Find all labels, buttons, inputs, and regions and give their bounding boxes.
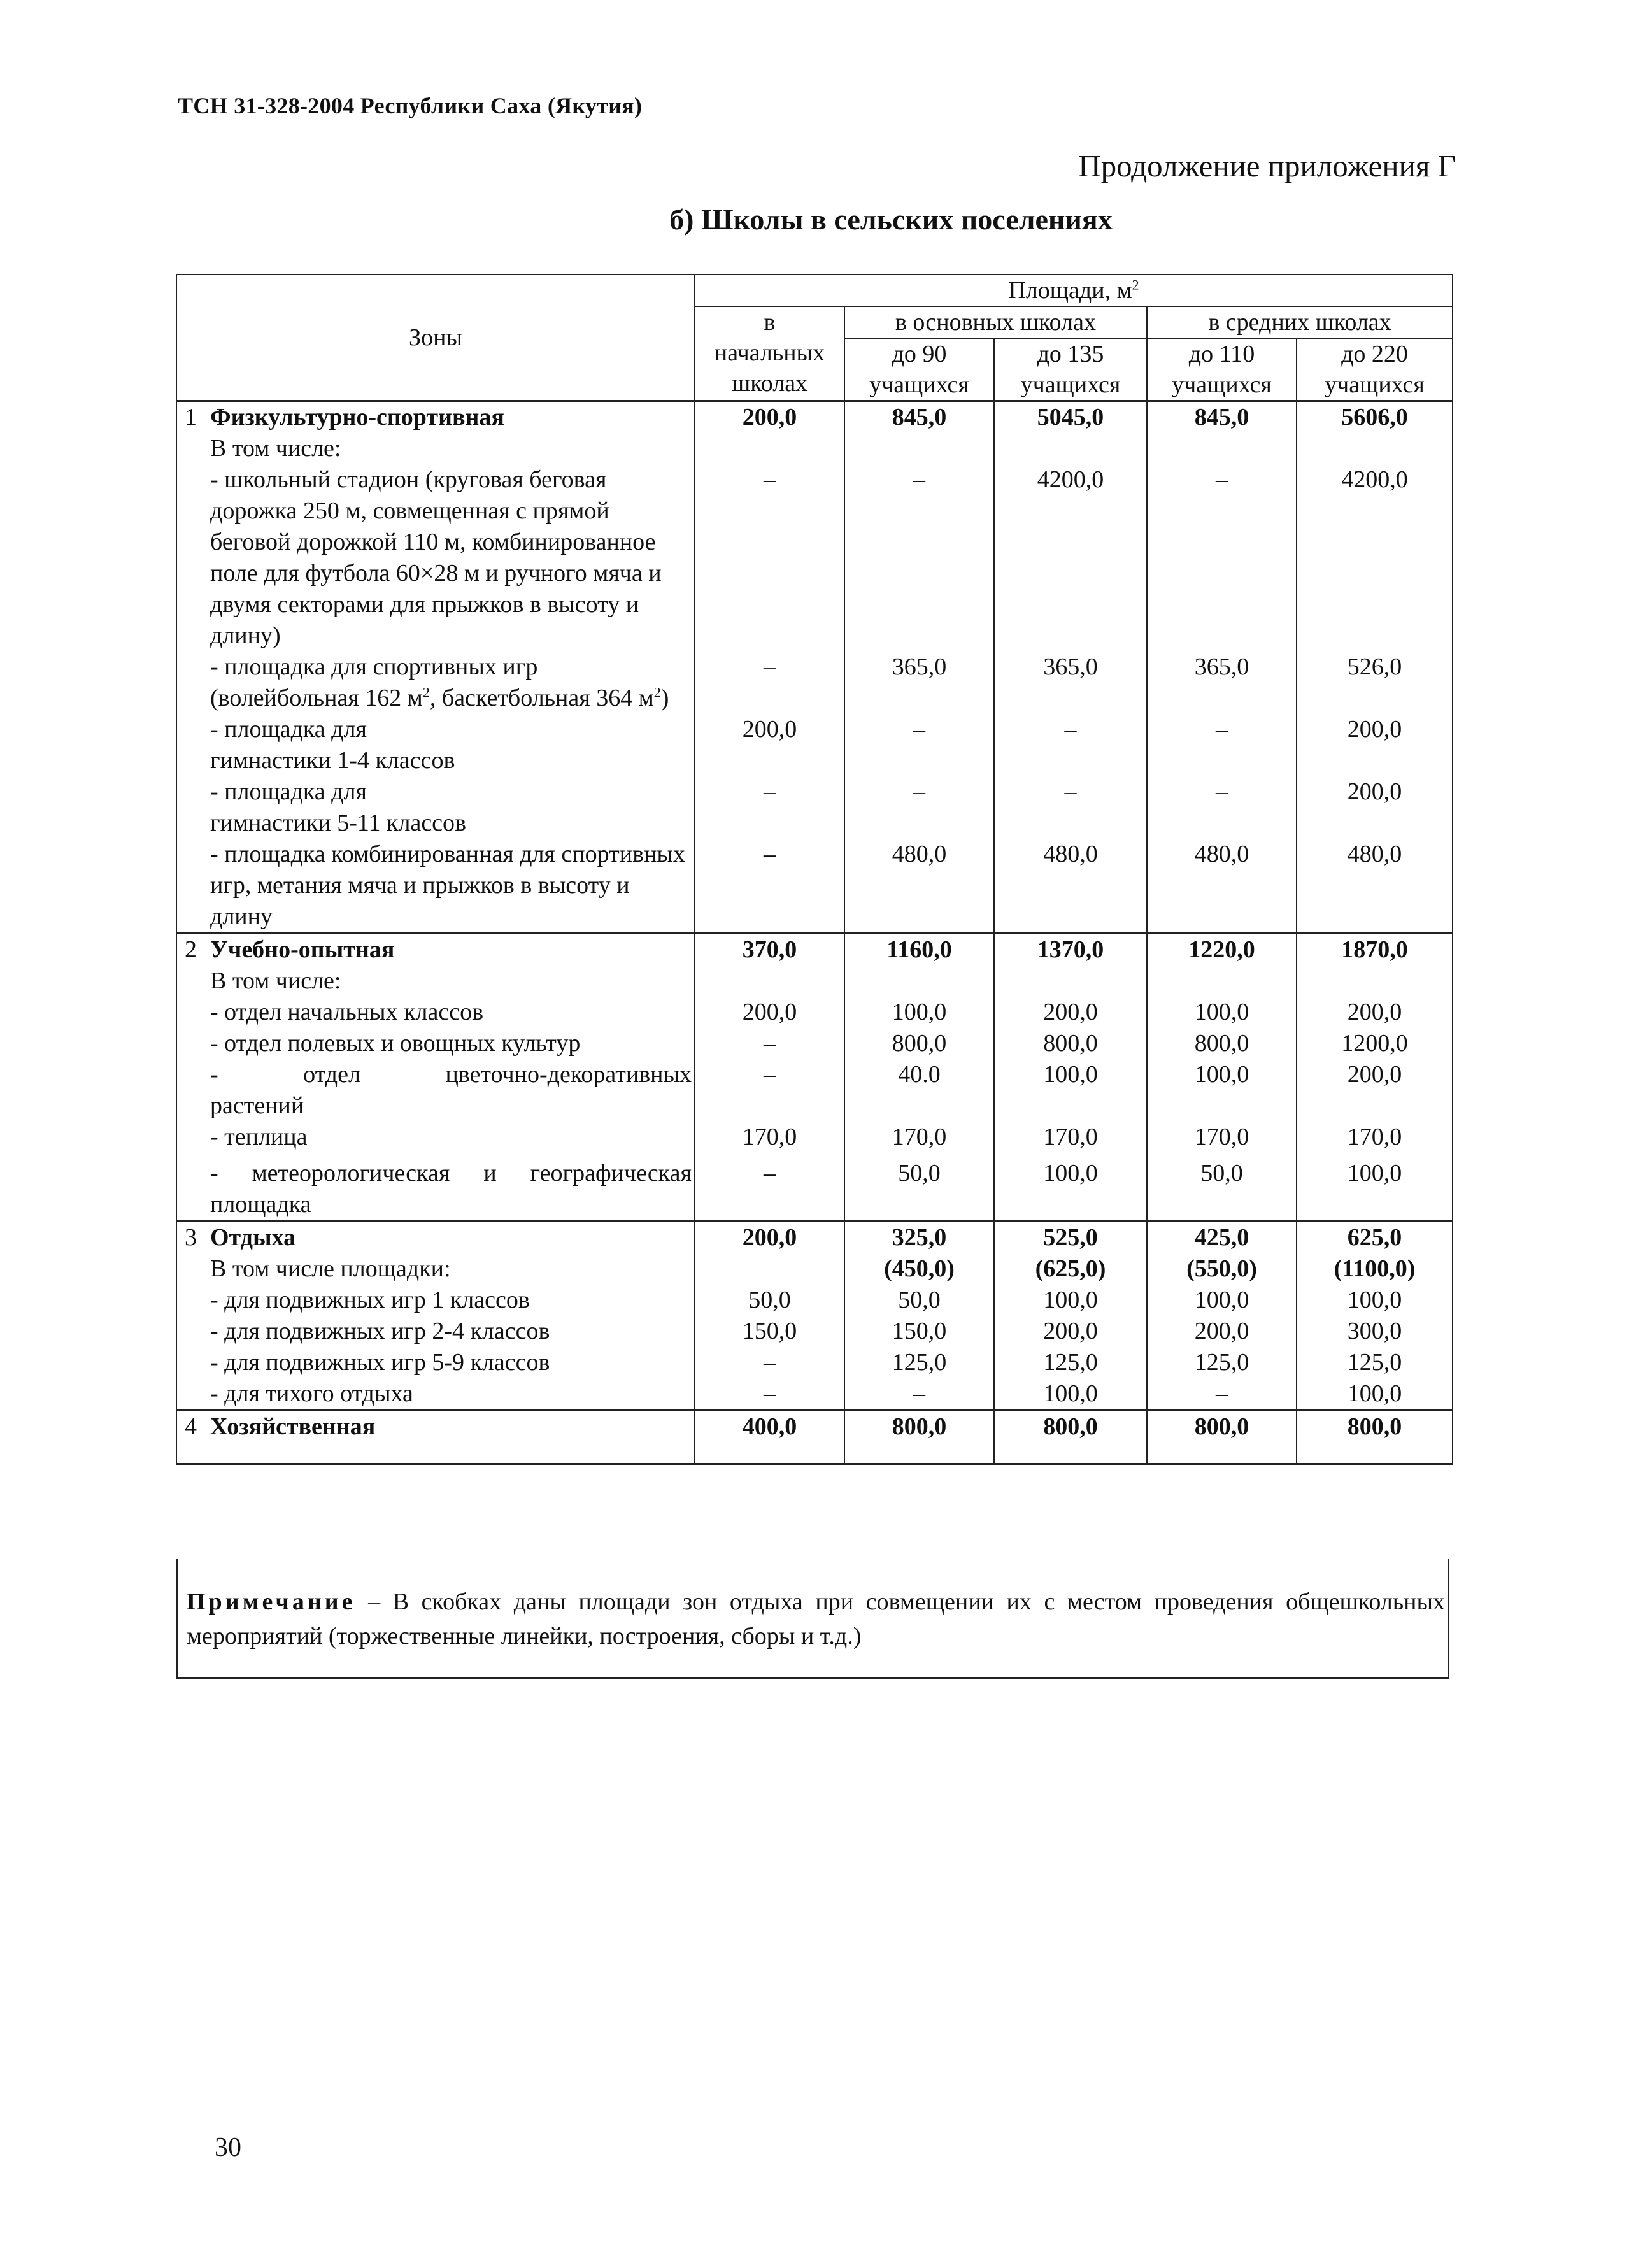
section-name: 1 Физкультурно-спортивная В том числе: xyxy=(176,401,695,465)
value-cell: 1220,0 xyxy=(1147,934,1297,997)
value-cell: 170,0 xyxy=(1147,1122,1297,1158)
row-label: - метеорологическая и географическая площадка xyxy=(210,1160,692,1218)
area-header: Площади, $м^2$ xyxy=(695,275,1453,306)
value-cell: 200,0 xyxy=(994,997,1147,1028)
value-cell: 100,0 xyxy=(1297,1158,1453,1222)
value-cell: 1370,0 xyxy=(994,934,1147,997)
header-row-1 xyxy=(176,275,1453,306)
value-cell: – xyxy=(695,1378,844,1411)
value-cell: – xyxy=(844,776,994,839)
value-cell: 800,0 xyxy=(1147,1028,1297,1059)
value-cell: 100,0 xyxy=(994,1378,1147,1411)
value-cell: 170,0 xyxy=(1297,1122,1453,1158)
value-cell: 845,0 xyxy=(1147,401,1297,465)
value-cell: 365,0 xyxy=(1147,652,1297,714)
value-cell: – xyxy=(695,652,844,714)
value-cell: – xyxy=(695,1059,844,1122)
zones-header: Зоны xyxy=(176,275,695,401)
secondary-220-header: до 220 учащихся xyxy=(1297,338,1453,401)
note-text: – В скобках даны площади зон отдыха при совмещении их с местом проведения общешкольных мероприятий (торжественные линейки, построения, сборы и т.д.) xyxy=(187,1588,1445,1650)
value-cell: – xyxy=(994,714,1147,776)
primary-schools-header: в начальных школах xyxy=(695,306,844,401)
value-cell: – xyxy=(1147,776,1297,839)
document-code: ТСН 31-328-2004 Республики Саха (Якутия) xyxy=(178,93,643,118)
value-cell: – xyxy=(1147,714,1297,776)
table-title xyxy=(0,203,1629,236)
section-name: 4 Хозяйственная xyxy=(176,1411,695,1464)
value-cell: 170,0 xyxy=(695,1122,844,1158)
section-row xyxy=(176,1411,1453,1464)
value-cell: 200,0 xyxy=(695,997,844,1028)
table-row xyxy=(176,1378,1453,1411)
table-row xyxy=(176,652,1453,714)
value-cell: 170,0 xyxy=(844,1122,994,1158)
row-label: - теплица xyxy=(210,1123,308,1150)
value-cell: 100,0 xyxy=(1147,997,1297,1028)
value-cell: 100,0 xyxy=(994,1158,1147,1222)
value-cell: 50,0 xyxy=(844,1285,994,1316)
value-cell: 150,0 xyxy=(695,1316,844,1347)
areas-table xyxy=(176,274,1453,1465)
value-cell: – xyxy=(844,1378,994,1411)
value-cell: – xyxy=(695,776,844,839)
value-cell: 5606,0 xyxy=(1297,401,1453,465)
value-cell: 4200,0 xyxy=(1297,464,1453,652)
value-cell: 200,0 xyxy=(994,1316,1147,1347)
table-row xyxy=(176,997,1453,1028)
value-cell: 50,0 xyxy=(1147,1158,1297,1222)
row-label: - отдел цветочно-декоративных растений xyxy=(210,1061,692,1119)
value-cell: 800,0 xyxy=(844,1411,994,1464)
value-cell: 170,0 xyxy=(994,1122,1147,1158)
table-row xyxy=(176,1122,1453,1158)
value-cell: 200,0 xyxy=(695,1222,844,1285)
row-label: - для подвижных игр 1 классов xyxy=(210,1287,530,1313)
value-cell: 5045,0 xyxy=(994,401,1147,465)
value-cell: 100,0 xyxy=(1297,1378,1453,1411)
value-cell: 800,0 xyxy=(994,1028,1147,1059)
value-cell: 100,0 xyxy=(1297,1285,1453,1316)
section-name: 2 Учебно-опытная В том числе: xyxy=(176,934,695,997)
table-row xyxy=(176,464,1453,652)
value-cell: – xyxy=(1147,464,1297,652)
value-cell: 365,0 xyxy=(844,652,994,714)
value-cell: 480,0 xyxy=(1147,839,1297,934)
value-cell: 1200,0 xyxy=(1297,1028,1453,1059)
table-row xyxy=(176,1285,1453,1316)
table-row xyxy=(176,839,1453,934)
value-cell: 800,0 xyxy=(1297,1411,1453,1464)
value-cell: 100,0 xyxy=(1147,1059,1297,1122)
value-cell: 50,0 xyxy=(695,1285,844,1316)
row-label: - площадка для гимнастики 1-4 классов xyxy=(210,716,455,774)
row-label: - площадка для гимнастики 5-11 классов xyxy=(210,778,466,836)
table-row xyxy=(176,1347,1453,1378)
value-cell: 200,0 xyxy=(695,401,844,465)
value-cell: 625,0 (1100,0) xyxy=(1297,1222,1453,1285)
table-row xyxy=(176,1059,1453,1122)
value-cell: 125,0 xyxy=(994,1347,1147,1378)
table-title-text: б) Школы в сельских поселениях xyxy=(669,203,1113,236)
section-name: 3 Отдыха В том числе площадки: xyxy=(176,1222,695,1285)
row-label: - школьный стадион (круговая беговая дорожка 250 м, совмещенная с прямой беговой дорожкой 110 м, комбинированное поле для футбола 60×28 м и ручного мяча и двумя секторами для прыжков в высоту и длину) xyxy=(210,466,662,649)
value-cell: 40.0 xyxy=(844,1059,994,1122)
value-cell: 100,0 xyxy=(1147,1285,1297,1316)
value-cell: 400,0 xyxy=(695,1411,844,1464)
section-row xyxy=(176,401,1453,465)
value-cell: 1870,0 xyxy=(1297,934,1453,997)
value-cell: 4200,0 xyxy=(994,464,1147,652)
row-label: - для подвижных игр 2-4 классов xyxy=(210,1318,550,1344)
row-label: - отдел полевых и овощных культур xyxy=(210,1030,581,1057)
row-label: - для подвижных игр 5-9 классов xyxy=(210,1349,550,1376)
value-cell: 150,0 xyxy=(844,1316,994,1347)
table-row xyxy=(176,1028,1453,1059)
value-cell: 365,0 xyxy=(994,652,1147,714)
value-cell: 125,0 xyxy=(1297,1347,1453,1378)
value-cell: 100,0 xyxy=(994,1059,1147,1122)
row-label: - для тихого отдыха xyxy=(210,1380,413,1407)
table-row xyxy=(176,1158,1453,1222)
value-cell: 200,0 xyxy=(1147,1316,1297,1347)
value-cell: 200,0 xyxy=(695,714,844,776)
table-row xyxy=(176,776,1453,839)
value-cell: 300,0 xyxy=(1297,1316,1453,1347)
value-cell: 325,0 (450,0) xyxy=(844,1222,994,1285)
row-label: - площадка для спортивных игр (волейбольная 162 $м^2$, баскетбольная 364 $м^2$) xyxy=(210,653,669,711)
section-row xyxy=(176,934,1453,997)
value-cell: – xyxy=(994,776,1147,839)
secondary-110-header: до 110 учащихся xyxy=(1147,338,1297,401)
value-cell: 526,0 xyxy=(1297,652,1453,714)
value-cell: 800,0 xyxy=(1147,1411,1297,1464)
value-cell: – xyxy=(695,1347,844,1378)
row-label: - отдел начальных классов xyxy=(210,999,484,1025)
value-cell: 480,0 xyxy=(844,839,994,934)
value-cell: 1160,0 xyxy=(844,934,994,997)
value-cell: 845,0 xyxy=(844,401,994,465)
value-cell: – xyxy=(695,839,844,934)
appendix-continuation: Продолжение приложения Г xyxy=(1078,148,1456,183)
value-cell: 200,0 xyxy=(1297,1059,1453,1122)
value-cell: 800,0 xyxy=(994,1411,1147,1464)
table-row xyxy=(176,1316,1453,1347)
value-cell: – xyxy=(695,1158,844,1222)
section-row xyxy=(176,1222,1453,1285)
value-cell: 800,0 xyxy=(844,1028,994,1059)
secondary-schools-header: в средних школах xyxy=(1147,306,1453,338)
value-cell: 425,0 (550,0) xyxy=(1147,1222,1297,1285)
value-cell: 480,0 xyxy=(1297,839,1453,934)
value-cell: – xyxy=(844,464,994,652)
table-note xyxy=(176,1559,1449,1679)
value-cell: 480,0 xyxy=(994,839,1147,934)
value-cell: – xyxy=(695,1028,844,1059)
value-cell: 100,0 xyxy=(844,997,994,1028)
page-number: 30 xyxy=(215,2133,241,2162)
value-cell: 525,0 (625,0) xyxy=(994,1222,1147,1285)
value-cell: – xyxy=(844,714,994,776)
value-cell: 200,0 xyxy=(1297,997,1453,1028)
value-cell: – xyxy=(695,464,844,652)
basic-schools-header: в основных школах xyxy=(844,306,1147,338)
value-cell: 50,0 xyxy=(844,1158,994,1222)
basic-135-header: до 135 учащихся xyxy=(994,338,1147,401)
value-cell: – xyxy=(1147,1378,1297,1411)
note-label: Примечание xyxy=(187,1588,356,1615)
basic-90-header: до 90 учащихся xyxy=(844,338,994,401)
table-row xyxy=(176,714,1453,776)
value-cell: 125,0 xyxy=(844,1347,994,1378)
value-cell: 200,0 xyxy=(1297,776,1453,839)
value-cell: 200,0 xyxy=(1297,714,1453,776)
row-label: - площадка комбинированная для спортивных игр, метания мяча и прыжков в высоту и длину xyxy=(210,841,685,930)
value-cell: 370,0 xyxy=(695,934,844,997)
value-cell: 100,0 xyxy=(994,1285,1147,1316)
value-cell: 125,0 xyxy=(1147,1347,1297,1378)
